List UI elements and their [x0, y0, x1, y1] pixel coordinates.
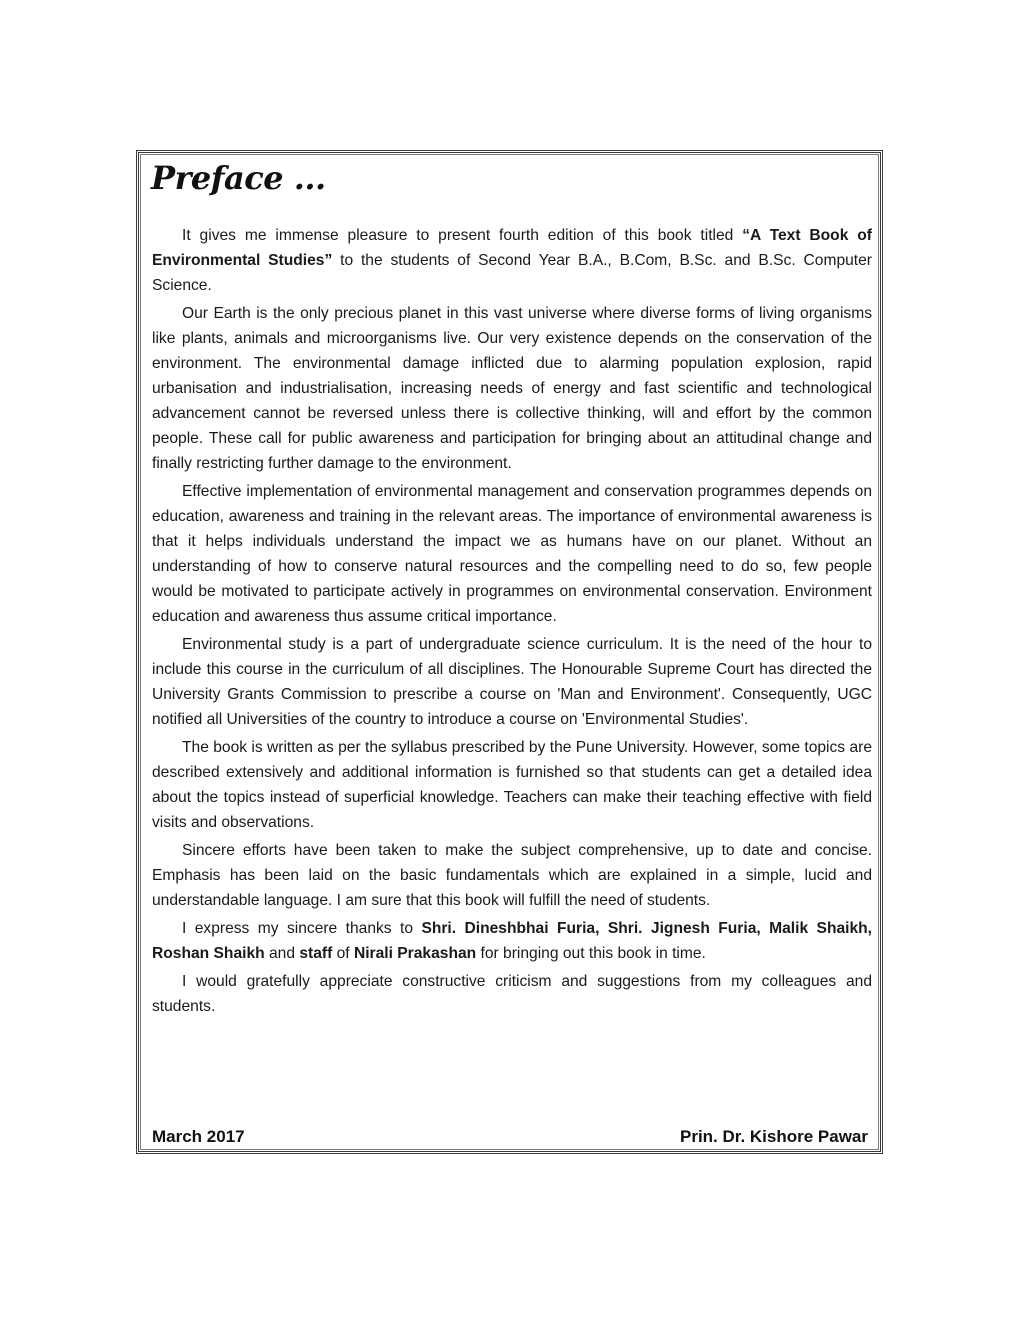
paragraph-3: Effective implementation of environmental management and conservation programmes depends on education, awareness and training in the relevant areas. The importance of environmental awareness is that it helps individuals understand the impact we as humans have on our planet. Without an understanding of how to conserve natural resources and the compelling need to do so, few people would be motivated to participate actively in programmes on environmental conservation. Environment education and awareness thus assume critical importance.: [152, 483, 872, 625]
thanks-staff: staff: [299, 945, 333, 962]
p1-text-a: It gives me immense pleasure to present fourth edition of this book titled: [182, 227, 743, 244]
preface-frame: [136, 150, 883, 1154]
paragraph-4: Environmental study is a part of undergraduate science curriculum. It is the need of the hour to include this course in the curriculum of all disciplines. The Honourable Supreme Court has directed the University Grants Commission to prescribe a course on 'Man and Environment'. Consequently, UGC notified all Universities of the country to introduce a course on 'Environmental Studies'.: [152, 636, 872, 728]
p7-text-c: and: [264, 945, 300, 962]
paragraph-7: [152, 916, 872, 966]
book-title: “A Text Book of Environmental Studies”: [152, 227, 872, 269]
p7-text-e: of: [332, 945, 354, 962]
publisher-name: Nirali Prakashan: [353, 945, 477, 962]
signature-footer: [152, 1127, 868, 1147]
preface-date: March 2017: [152, 1127, 245, 1146]
thanks-names: Shri. Dineshbhai Furia, Shri. Jignesh Furia, Malik Shaikh, Roshan Shaikh: [152, 920, 873, 962]
paragraph-5: The book is written as per the syllabus prescribed by the Pune University. However, some topics are described extensively and additional information is furnished so that students can get a detailed idea about the topics instead of superficial knowledge. Teachers can make their teaching effective with field visits and observations.: [152, 739, 872, 831]
paragraph-1: [152, 223, 872, 298]
p7-text-a: I express my sincere thanks to: [182, 920, 422, 937]
paragraph-6: Sincere efforts have been taken to make the subject comprehensive, up to date and concise. Emphasis has been laid on the basic fundamentals which are explained in a simple, lucid and understandable language. I am sure that this book will fulfill the need of students.: [152, 842, 872, 909]
p1-text-c: to the students of Second Year B.A., B.Com, B.Sc. and B.Sc. Computer Science.: [152, 252, 872, 294]
page-title: Preface ...: [151, 159, 326, 197]
paragraph-8: I would gratefully appreciate constructive criticism and suggestions from my colleagues and students.: [152, 973, 872, 1015]
author-signature: Prin. Dr. Kishore Pawar: [679, 1127, 868, 1146]
paragraph-2: Our Earth is the only precious planet in this vast universe where diverse forms of living organisms like plants, animals and microorganisms live. Our very existence depends on the conservation of the environment. The environmental damage inflicted due to alarming population explosion, rapid urbanisation and industrialisation, increasing needs of energy and fast scientific and technological advancement cannot be reversed unless there is collective thinking, will and effort by the common people. These call for public awareness and participation for bringing about an attitudinal change and finally restricting further damage to the environment.: [152, 305, 872, 472]
p7-text-g: for bringing out this book in time.: [476, 945, 706, 962]
preface-body: [152, 223, 872, 1022]
